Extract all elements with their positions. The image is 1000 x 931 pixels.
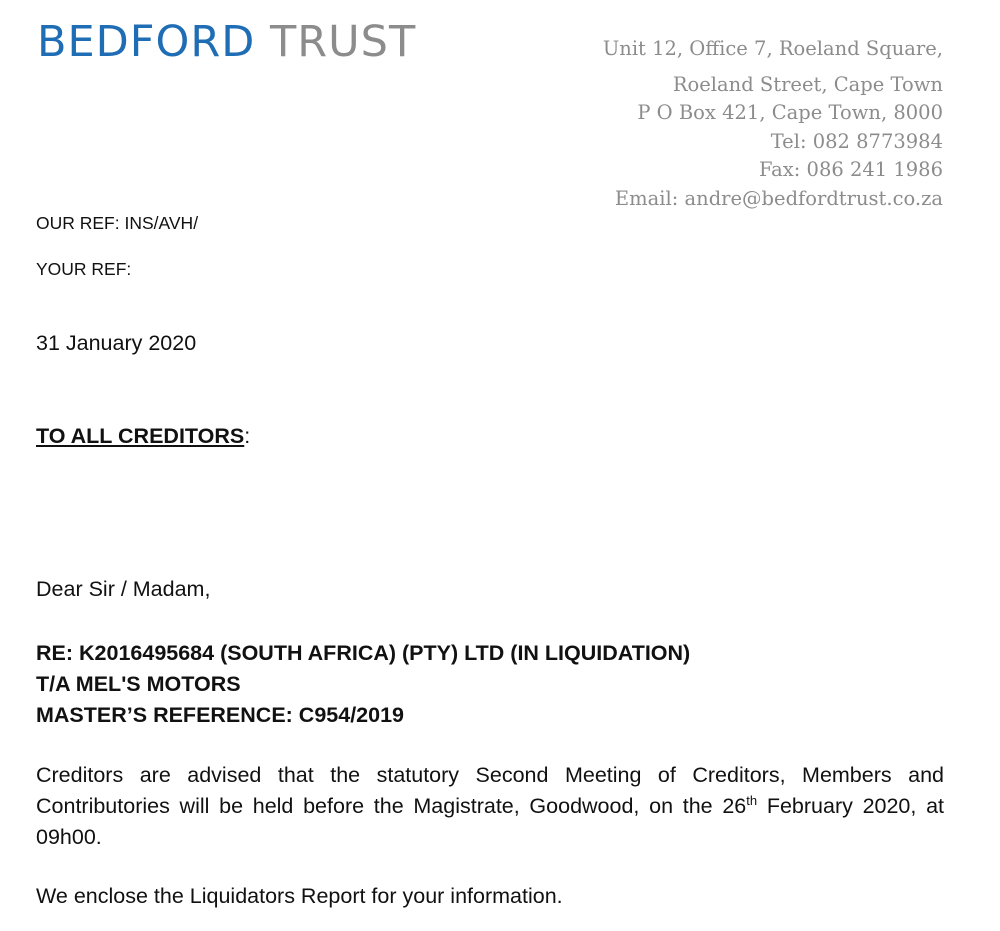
salutation: Dear Sir / Madam, <box>36 577 211 601</box>
our-reference: OUR REF: INS/AVH/ <box>36 213 199 233</box>
email-line: Email: andre@bedfordtrust.co.za <box>614 186 943 210</box>
address-line: Unit 12, Office 7, Roeland Square, <box>602 37 943 60</box>
fax-line: Fax: 086 241 1986 <box>758 158 943 181</box>
logo-word-bedford: BEDFORD <box>37 17 256 67</box>
subject-line-company: RE: K2016495684 (SOUTH AFRICA) (PTY) LTD (IN LIQUIDATION) <box>36 641 691 665</box>
your-reference: YOUR REF: <box>36 259 132 279</box>
company-address-block <box>523 35 943 213</box>
addressee-colon: : <box>244 424 251 448</box>
body-paragraph-meeting <box>36 760 944 853</box>
address-line: Roeland Street, Cape Town <box>672 72 943 96</box>
company-logo <box>37 14 416 70</box>
addressee-label: TO ALL CREDITORS <box>36 424 245 448</box>
letter-date: 31 January 2020 <box>36 331 197 355</box>
meeting-text-end: February 2020, at 09h00. <box>36 794 945 849</box>
meeting-text-start: Creditors are advised that the statutory Second Meeting of Creditors, Members and Contributories will be held before the Magistrate, Goodwood, on the 26 <box>36 763 944 818</box>
ordinal-suffix: th <box>746 793 758 808</box>
logo-word-trust: TRUST <box>270 17 417 67</box>
address-line: P O Box 421, Cape Town, 8000 <box>637 101 943 124</box>
subject-block <box>36 638 690 731</box>
subject-line-trading-as: T/A MEL'S MOTORS <box>36 672 241 696</box>
addressee-heading <box>36 424 250 449</box>
telephone-line: Tel: 082 8773984 <box>770 129 943 153</box>
subject-line-master-reference: MASTER’S REFERENCE: C954/2019 <box>36 703 404 727</box>
body-paragraph-enclosure: We enclose the Liquidators Report for your information. <box>36 884 563 908</box>
